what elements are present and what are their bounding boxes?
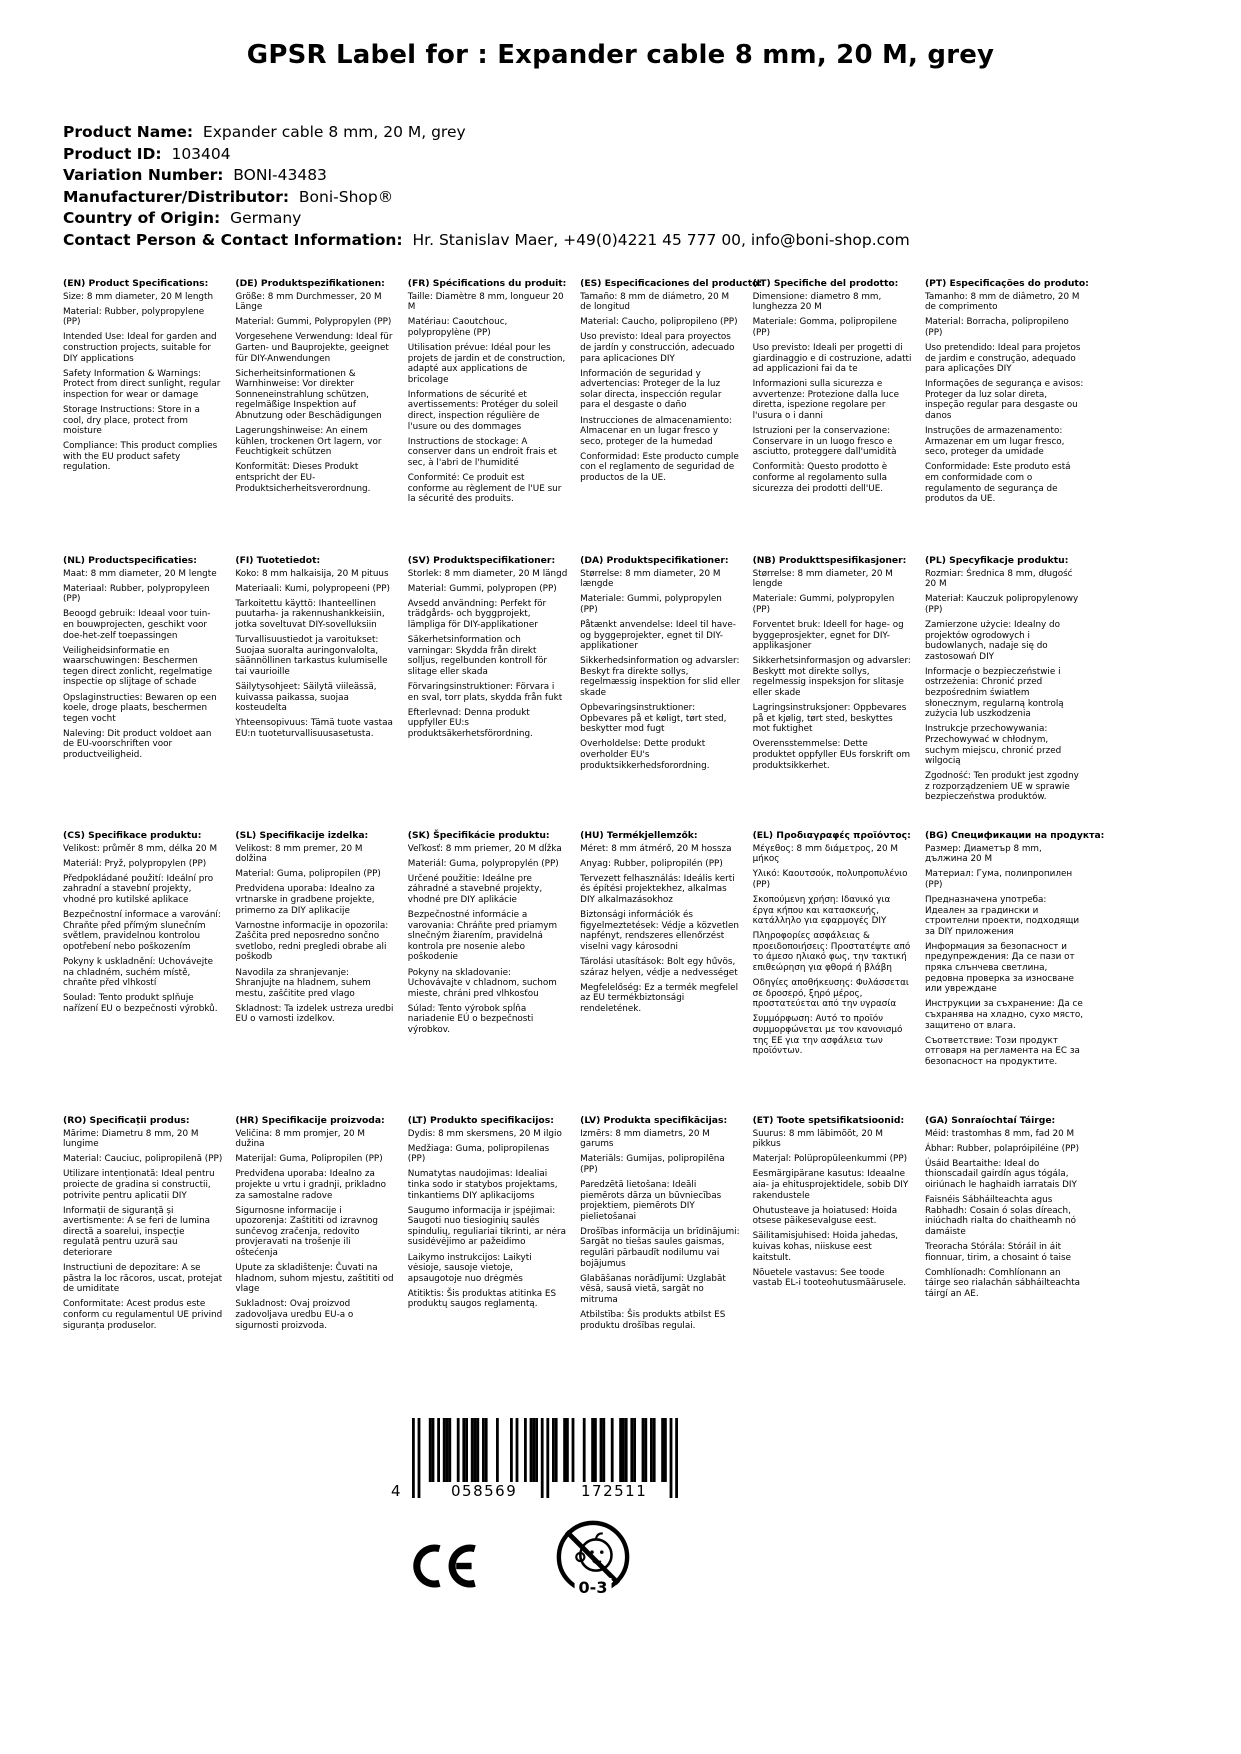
spec-item: Beoogd gebruik: Ideaal voor tuin- en bouwprojecten, geschikt voor doe-het-zelf toepassingen: [63, 609, 211, 641]
lang-block-bg: [924, 830, 1105, 1116]
spec-item: Materiale: Gummi, polypropylen (PP): [752, 594, 895, 615]
spec-item: Atbilstība: Šis produkts atbilst ES produktu drošības regulai.: [580, 1310, 726, 1331]
spec-item: Overensstemmelse: Dette produktet oppfyller EUs forskrift om produktsikkerhet.: [752, 739, 911, 771]
product-info-row: [63, 165, 1201, 187]
spec-item: Pokyny na skladovanie: Uchovávajte v chladnom, suchom mieste, chráni pred vlhkosťou: [407, 967, 557, 999]
spec-item: Material: Rubber, polypropylene (PP): [63, 306, 205, 328]
spec-item: Πληροφορίες ασφάλειας & προειδοποιήσεις: Προστατέψτε από το άμεσο ηλιακό φως, την τακτική επιθεώρηση για φθορά ή βλάβη: [752, 931, 911, 974]
info-value: Germany: [220, 209, 302, 227]
info-label: Manufacturer/Distributor:: [63, 187, 290, 206]
spec-item: Sikkerhetsinformasjon og advarsler: Beskytt mot direkte sollys, regelmessig inspeksjon for slitasje eller skade: [752, 656, 911, 699]
lang-block-nb: [753, 556, 913, 831]
lang-block-sk: [408, 831, 568, 1116]
spec-item: Material: Gummi, polypropen (PP): [407, 583, 557, 594]
lang-block-title: (FI) Tuotetiedot:: [235, 555, 321, 566]
lang-block-da: [580, 556, 740, 831]
spec-item: Sigurnosne informacije i upozorenja: Zaštititi od izravnog sunčevog zračenja, redovito provjeravati na trošenje ili oštećenja: [235, 1205, 378, 1259]
spec-item: Sikkerhedsinformation og advarsler: Beskyt fra direkte sollys, regelmæssig inspektion for slid eller skade: [580, 656, 741, 699]
spec-item: Säilitamisjuhised: Hoida jahedas, kuivas kohas, niiskuse eest kaitstult.: [752, 1231, 899, 1263]
barcode-digit-first: 4: [391, 1482, 401, 1500]
spec-item: Tarkoitettu käyttö: Ihanteellinen puutarha- ja rakennushankkeisiin, jotka soveltuvat DIY-sovelluksiin: [235, 598, 385, 630]
product-info: [63, 122, 1201, 251]
spec-item: Materiale: Gomma, polipropilene (PP): [752, 317, 897, 338]
spec-item: Matériau: Caoutchouc, polypropylène (PP): [407, 317, 508, 338]
lang-block-it: [753, 279, 913, 556]
spec-item: Tárolási utasítások: Bolt egy hűvös, száraz helyen, védje a nedvességet: [580, 956, 738, 978]
spec-item: Zgodność: Ten produkt jest zgodny z rozporządzeniem UE w sprawie bezpieczeństwa produktów.: [924, 771, 1079, 803]
lang-block-pt: [924, 278, 1089, 556]
product-info-row: [63, 230, 1201, 252]
spec-item: Lagringsinstruksjoner: Oppbevares på et kjølig, tørt sted, beskyttes mot fuktighet: [752, 703, 907, 735]
spec-item: Suurus: 8 mm läbimõõt, 20 M pikkus: [752, 1128, 883, 1150]
spec-item: Comhlíonadh: Comhlíonann an táirge seo rialachán sábháilteachta táirgí an AE.: [924, 1267, 1081, 1299]
spec-item: Materiaali: Kumi, polypropeeni (PP): [235, 583, 390, 594]
info-label: Product Name:: [63, 123, 194, 141]
spec-item: Materiál: Pryž, polypropylen (PP): [63, 858, 207, 869]
spec-item: Съответствие: Този продукт отговаря на регламента на ЕС за безопасност на продуктите.: [924, 1035, 1080, 1067]
spec-item: Размер: Диаметър 8 mm, дължина 20 M: [924, 843, 1042, 865]
spec-item: Material: Caucho, polipropileno (PP): [580, 317, 738, 328]
lang-block-fi: [235, 556, 395, 831]
spec-item: Súlad: Tento výrobok spĺňa nariadenie EÚ o bezpečnosti výrobkov.: [407, 1003, 534, 1035]
spec-item: Velikost: průměr 8 mm, délka 20 M: [63, 843, 218, 854]
info-value: BONI-43483: [223, 166, 327, 184]
spec-item: Conformità: Questo prodotto è conforme al regolamento sulla sicurezza dei prodotti dell'UE.: [752, 462, 888, 494]
spec-item: Overholdelse: Dette produkt overholder EU's produktsikkerhedsforordning.: [580, 739, 710, 771]
spec-item: Informations de sécurité et avertissements: Protéger du soleil direct, inspection régulière de l'usure ou des dommages: [407, 389, 559, 432]
spec-item: Mărime: Diametru 8 mm, 20 M lungime: [63, 1128, 199, 1150]
info-label: Variation Number:: [63, 166, 224, 184]
spec-item: Drošības informācija un brīdinājumi: Sargāt no tiešas saules gaismas, regulāri pārbaudīt nodilumu vai bojājumus: [580, 1226, 740, 1269]
spec-item: Maat: 8 mm diameter, 20 M lengte: [63, 568, 217, 579]
spec-item: Utilisation prévue: Idéal pour les projets de jardin et de construction, adapté aux applications de bricolage: [407, 342, 566, 385]
spec-item: Storlek: 8 mm diameter, 20 M längd: [407, 568, 568, 579]
spec-item: Materijal: Guma, Polipropilen (PP): [235, 1154, 383, 1165]
lang-block-title: (SL) Specifikacije izdelka:: [235, 830, 369, 841]
spec-item: Tamaño: 8 mm de diámetro, 20 M de longitud: [580, 291, 730, 313]
spec-item: Předpokládané použití: Ideální pro zahradní a stavební projekty, vhodné pro kutilské aplikace: [63, 873, 214, 905]
lang-block-nl: [63, 556, 223, 831]
spec-item: Οδηγίες αποθήκευσης: Φυλάσσεται σε δροσερό, ξηρό μέρος, προστατεύεται από την υγρασία: [752, 978, 909, 1010]
spec-item: Uso previsto: Ideali per progetti di giardinaggio e di costruzione, adatti ad applicazioni fai da te: [752, 342, 912, 375]
spec-item: Предназначена употреба: Идеален за градински и строителни проекти, подходящи за DIY приложения: [924, 894, 1080, 937]
spec-item: Påtænkt anvendelse: Ideel til have- og byggeprojekter, egnet til DIY-applikationer: [580, 619, 736, 652]
spec-item: Conformidade: Este produto está em conformidade com o regulamento de segurança de produtos da UE.: [924, 462, 1071, 505]
spec-item: Veličina: 8 mm promjer, 20 M dužina: [235, 1128, 365, 1150]
spec-item: Instruções de armazenamento: Armazenar em um lugar fresco, seco, proteger da umidade: [924, 426, 1065, 458]
page-title: GPSR Label for : Expander cable 8 mm, 20 M, grey: [246, 40, 995, 70]
lang-block-hr: [235, 1116, 395, 1336]
info-label: Product ID:: [63, 144, 162, 163]
lang-block-el: [753, 831, 913, 1116]
info-label: Country of Origin:: [63, 209, 221, 227]
spec-item: Tervezett felhasználás: Ideális kerti és építési projektekhez, alkalmas DIY alkalmazásokhoz: [580, 873, 735, 905]
ean-barcode: [388, 1418, 688, 1504]
lang-block-title: (LT) Produkto specifikacijos:: [407, 1115, 554, 1126]
spec-item: Veľkosť: 8 mm priemer, 20 M dĺžka: [407, 843, 562, 854]
spec-item: Ohutusteave ja hoiatused: Hoida otsese päikesevalguse eest.: [752, 1205, 898, 1227]
spec-item: Opbevaringsinstruktioner: Opbevares på et køligt, tørt sted, beskytter mod fugt: [580, 703, 727, 735]
spec-item: Instructiuni de depozitare: A se păstra la loc răcoros, uscat, protejat de umiditate: [63, 1263, 223, 1295]
spec-item: Efterlevnad: Denna produkt uppfyller EU:s produktsäkerhetsförordning.: [407, 707, 533, 739]
spec-item: Velikost: 8 mm premer, 20 M dolžina: [235, 843, 363, 865]
barcode-digits-right: 172511: [581, 1482, 648, 1500]
product-info-row: [63, 144, 1201, 166]
spec-item: Ábhar: Rubber, polapróipiléine (PP): [924, 1143, 1080, 1154]
ce-mark-icon: [410, 1533, 478, 1599]
spec-item: Faisnéis Sábháilteachta agus Rabhadh: Cosain ó solas díreach, iniúchadh rialta do chaitheamh nó damáiste: [924, 1195, 1077, 1237]
spec-item: Upute za skladištenje: Čuvati na hladnom, suhom mjestu, zaštititi od vlage: [235, 1263, 394, 1295]
spec-item: Nõuetele vastavus: See toode vastab EL-i tooteohutusmäärusele.: [752, 1267, 907, 1289]
spec-item: Instrukcje przechowywania: Przechowywać w chłodnym, suchym miejscu, chronić przed wilgocią: [924, 724, 1062, 767]
spec-item: Informações de segurança e avisos: Proteger da luz solar direta, inspeção regular para desgaste ou danos: [924, 379, 1084, 422]
spec-item: Izmērs: 8 mm diametrs, 20 M garums: [580, 1128, 710, 1150]
spec-item: Materiāls: Gumijas, polipropilēna (PP): [580, 1154, 725, 1175]
spec-item: Naleving: Dit product voldoet aan de EU-voorschriften voor productveiligheid.: [63, 728, 212, 760]
spec-item: Forventet bruk: Ideell for hage- og byggeprosjekter, egnet for DIY-applikasjoner: [752, 619, 904, 652]
spec-item: Paredzētā lietošana: Ideāli piemērots dārza un būvniecības projektiem, piemērots DIY pielietošanai: [580, 1179, 722, 1222]
spec-item: Eesmärgipärane kasutus: Ideaalne aia- ja ehitusprojektidele, sobib DIY rakendustele: [752, 1169, 909, 1201]
lang-block-lt: [408, 1116, 568, 1336]
lang-block-de: [235, 279, 395, 556]
lang-block-ro: [63, 1116, 223, 1336]
spec-item: Conformitate: Acest produs este conform cu regulamentul UE privind siguranța produselor.: [63, 1299, 223, 1331]
spec-item: Istruzioni per la conservazione: Conservare in un luogo fresco e asciutto, proteggere dall'umidità: [752, 426, 897, 458]
lang-block-title: (FR) Spécifications du produit:: [407, 278, 567, 289]
spec-item: Taille: Diamètre 8 mm, longueur 20 M: [407, 291, 564, 313]
spec-item: Bezpečnostné informácie a varovania: Chráňte pred priamym slnečným žiarením, pravidelná kontrola pre nosenie alebo poškodenie: [407, 910, 558, 963]
info-label: Contact Person & Contact Information:: [63, 230, 403, 249]
spec-item: Storage Instructions: Store in a cool, dry place, protect from moisture: [63, 404, 200, 437]
lang-block-fr: [408, 279, 568, 556]
spec-item: Navodila za shranjevanje: Shranjujte na hladnem, suhem mestu, zaščitite pred vlago: [235, 967, 371, 999]
lang-block-cs: [63, 831, 223, 1116]
spec-item: Säilytysohjeet: Säilytä viileässä, kuivassa paikassa, suojaa kosteudelta: [235, 681, 377, 714]
lang-block-title: (NB) Produkttspesifikasjoner:: [752, 555, 907, 566]
spec-item: Größe: 8 mm Durchmesser, 20 M Länge: [235, 291, 382, 313]
lang-block-title: (IT) Specifiche del prodotto:: [752, 278, 899, 289]
spec-item: Konformität: Dieses Produkt entspricht der EU-Produktsicherheitsverordnung.: [235, 462, 371, 494]
spec-item: Material: Cauciuc, polipropilenă (PP): [63, 1154, 223, 1165]
spec-item: Atitiktis: Šis produktas atitinka ES produktų saugos reglamentą.: [407, 1288, 557, 1310]
spec-item: Dydis: 8 mm skersmens, 20 M ilgio: [407, 1128, 562, 1139]
spec-item: Materjal: Polüpropüleenkummi (PP): [752, 1154, 908, 1165]
spec-item: Treoracha Stórála: Stóráil in áit fionnuar, tirim, a chosaint ó taise: [924, 1241, 1071, 1263]
barcode-digits-left: 058569: [451, 1482, 518, 1500]
lang-block-title: (HU) Termékjellemzők:: [580, 830, 698, 841]
spec-item: Инструкции за съхранение: Да се съхранява на хладно, сухо място, защитено от влага.: [924, 999, 1084, 1031]
lang-block-title: (EN) Product Specifications:: [63, 278, 209, 289]
spec-item: Tamanho: 8 mm de diâmetro, 20 M de comprimento: [924, 291, 1080, 313]
spec-item: Varnostne informacije in opozorila: Zaščita pred neposredno sončno svetlobo, redni pregledi obrabe ali poškodb: [235, 920, 389, 963]
spec-item: Информация за безопасност и предупреждения: Да се пази от пряка слънчева светлина, редовна проверка за износване или увреждане: [924, 941, 1075, 995]
spec-item: Informazioni sulla sicurezza e avvertenze: Protezione dalla luce diretta, ispezione regolare per l'usura o i danni: [752, 379, 899, 422]
lang-block-title: (DA) Produktspecifikationer:: [580, 555, 729, 566]
info-value: Boni-Shop®: [289, 187, 394, 206]
spec-item: Uso previsto: Ideal para proyectos de jardín y construcción, adecuado para aplicaciones DIY: [580, 332, 735, 364]
lang-block-es: [580, 278, 763, 556]
lang-block-lv: [580, 1116, 740, 1336]
spec-item: Sicherheitsinformationen & Warnhinweise: Vor direkter Sonneneinstrahlung schützen, regelmäßige Inspektion auf Abnutzung oder Beschädigungen: [235, 368, 382, 422]
spec-item: Materiál: Guma, polypropylén (PP): [407, 858, 559, 869]
spec-item: Anyag: Rubber, polipropilén (PP): [580, 858, 723, 869]
spec-item: Materiale: Gummi, polypropylen (PP): [580, 594, 722, 615]
spec-item: Compliance: This product complies with the EU product safety regulation.: [63, 441, 218, 473]
spec-item: Dimensione: diametro 8 mm, lunghezza 20 M: [752, 291, 882, 313]
lang-block-title: (CS) Specifikace produktu:: [63, 830, 202, 841]
spec-item: Størrelse: 8 mm diameter, 20 M længde: [580, 568, 721, 590]
spec-item: Avsedd användning: Perfekt för trädgårds- och byggprojekt, lämpliga för DIY-applikationer: [407, 598, 547, 630]
spec-item: Intended Use: Ideal for garden and construction projects, suitable for DIY applications: [63, 332, 217, 364]
lang-block-title: (LV) Produkta specifikācijas:: [580, 1115, 728, 1126]
spec-item: Utilizare intenționată: Ideal pentru proiecte de gradina si constructii, potrivite pentru aplicatii DIY: [63, 1169, 215, 1201]
spec-item: Méret: 8 mm átmérő, 20 M hossza: [580, 843, 732, 854]
spec-item: Biztonsági információk és figyelmeztetések: Védje a közvetlen napfényt, rendszeres ellenőrzést viselni vagy károsodni: [580, 910, 739, 952]
info-value: Expander cable 8 mm, 20 M, grey: [193, 123, 466, 141]
spec-item: Μέγεθος: 8 mm διάμετρος, 20 M μήκος: [752, 843, 898, 865]
lang-block-title: (PL) Specyfikacje produktu:: [924, 555, 1069, 566]
spec-item: Instructions de stockage: A conserver dans un endroit frais et sec, à l'abri de l'humidité: [407, 436, 557, 468]
spec-item: Zamierzone użycie: Idealny do projektów ogrodowych i budowlanych, nadaje się do zastosowań DIY: [924, 619, 1061, 662]
lang-block-title: (ET) Toote spetsifikatsioonid:: [752, 1115, 905, 1126]
lang-block-et: [753, 1116, 913, 1336]
product-info-row: [63, 122, 1201, 144]
spec-item: Informacje o bezpieczeństwie i ostrzeżenia: Chronić przed bezpośrednim światłem słonecznym, regularną kontrolą zużycia lub uszkodzenia: [924, 666, 1064, 720]
lang-block-title: (SK) Špecifikácie produktu:: [407, 830, 550, 841]
age-warning-label: 0-3: [575, 1578, 612, 1597]
spec-item: Predviđena uporaba: Idealno za projekte u vrtu i gradnji, prikladno za samostalne radove: [235, 1169, 386, 1201]
spec-item: Soulad: Tento produkt splňuje nařízení EU o bezpečnosti výrobků.: [63, 993, 218, 1014]
product-info-row: [63, 208, 1201, 230]
lang-block-title: (SV) Produktspecifikationer:: [407, 555, 556, 566]
spec-item: Medžiaga: Guma, polipropilenas (PP): [407, 1143, 550, 1165]
spec-item: Yhteensopivuus: Tämä tuote vastaa EU:n tuoteturvallisuusasetusta.: [235, 718, 393, 739]
spec-item: Safety Information & Warnings: Protect from direct sunlight, regular inspection for wear or damage: [63, 368, 221, 400]
spec-item: Lagerungshinweise: An einem kühlen, trockenen Ort lagern, vor Feuchtigkeit schützen: [235, 426, 382, 458]
lang-block-title: (NL) Productspecificaties:: [63, 555, 197, 566]
spec-item: Instrucciones de almacenamiento: Almacenar en un lugar fresco y seco, proteger de la humedad: [580, 415, 733, 447]
spec-item: Material: Guma, polipropilen (PP): [235, 869, 381, 880]
spec-item: Συμμόρφωση: Αυτό το προϊόν συμμορφώνεται με τον κανονισμό της ΕΕ για την ασφάλεια των προϊόντων.: [752, 1014, 903, 1057]
spec-item: Predvidena uporaba: Idealno za vrtnarske in gradbene projekte, primerno za DIY aplikacije: [235, 884, 375, 916]
spec-item: Koko: 8 mm halkaisija, 20 M pituus: [235, 568, 389, 579]
lang-block-title: (RO) Specificații produs:: [63, 1115, 190, 1126]
spec-item: Säkerhetsinformation och varningar: Skydda från direkt solljus, regelbunden kontroll för slitage eller skada: [407, 635, 547, 677]
spec-item: Megfelelőség: Ez a termék megfelel az EU termékbiztonsági rendeletének.: [580, 982, 739, 1014]
spec-item: Numatytas naudojimas: Idealiai tinka sodo ir statybos projektams, tinkantiems DIY aplikacijoms: [407, 1169, 558, 1201]
spec-item: Skladnost: Ta izdelek ustreza uredbi EU o varnosti izdelkov.: [235, 1003, 394, 1025]
lang-block-pl: [925, 556, 1085, 831]
spec-item: Glabāšanas norādījumi: Uzglabāt vēsā, sausā vietā, sargāt no mitruma: [580, 1273, 726, 1305]
spec-item: Conformidad: Este producto cumple con el reglamento de seguridad de productos de la UE.: [580, 451, 739, 483]
spec-item: Informații de siguranță și avertismente: A se feri de lumina directă a soarelui, inspecție regulată pentru uzură sau deteriorare: [63, 1205, 211, 1259]
spec-item: Conformité: Ce produit est conforme au règlement de l'UE sur la sécurité des produits.: [407, 473, 562, 505]
spec-item: Bezpečnostní informace a varování: Chraňte před přímým slunečním světlem, pravidelnou kontrolou opotřebení nebo poškozením: [63, 910, 221, 952]
spec-item: Υλικό: Καουτσούκ, πολυπροπυλένιο (PP): [752, 869, 908, 890]
spec-item: Sukladnost: Ovaj proizvod zadovoljava uredbu EU-a o sigurnosti proizvoda.: [235, 1299, 354, 1331]
spec-item: Opslaginstructies: Bewaren op een koele, droge plaats, beschermen tegen vocht: [63, 692, 217, 724]
lang-block-title: (DE) Produktspezifikationen:: [235, 278, 385, 289]
language-grid: [63, 278, 1105, 1336]
lang-block-title: (PT) Especificações do produto:: [924, 278, 1089, 289]
spec-item: Úsáid Beartaithe: Ideal do thionscadail gairdín agus tógála, oiriúnach le haghaidh iarratais DIY: [924, 1158, 1077, 1190]
spec-item: Turvallisuustiedot ja varoitukset: Suojaa suoralta auringonvalolta, säännöllinen tarkastus kulumiselle tai vaurioille: [235, 635, 388, 677]
lang-block-en: [63, 279, 223, 556]
spec-item: Información de seguridad y advertencias: Proteger de la luz solar directa, inspección regular para el desgaste o daño: [580, 368, 722, 411]
spec-item: Σκοπούμενη χρήση: Ιδανικό για έργα κήπου και κατασκευής, κατάλληλο για εφαρμογές DIY: [752, 894, 891, 927]
lang-block-title: (BG) Спецификации на продукта:: [924, 830, 1105, 841]
age-warning-0-3-icon: [554, 1518, 632, 1620]
spec-item: Pokyny k uskladnění: Uchovávejte na chladném, suchém místě, chraňte před vlhkostí: [63, 956, 214, 989]
spec-item: Uso pretendido: Ideal para projetos de jardim e construção, adequado para aplicações DIY: [924, 342, 1081, 375]
spec-item: Förvaringsinstruktioner: Förvara i en sval, torr plats, skydda från fukt: [407, 681, 563, 703]
info-value: 103404: [161, 144, 231, 163]
spec-item: Material: Gummi, Polypropylen (PP): [235, 317, 392, 328]
spec-item: Materiaal: Rubber, polypropyleen (PP): [63, 583, 210, 605]
product-info-row: [63, 187, 1201, 209]
lang-block-title: (ES) Especificaciones del producto:: [580, 278, 763, 289]
spec-item: Saugumo informacija ir įspėjimai: Saugoti nuo tiesioginių saulės spindulių, reguliariai tikrinti, ar nėra susidėvėjimo ar pažeidimo: [407, 1205, 567, 1248]
spec-item: Size: 8 mm diameter, 20 M length: [63, 291, 214, 302]
spec-item: Vorgesehene Verwendung: Ideal für Garten- und Bauprojekte, geeignet für DIY-Anwendungen: [235, 332, 393, 364]
spec-item: Laikymo instrukcijos: Laikyti vėsioje, sausoje vietoje, apsaugotoje nuo drėgmės: [407, 1252, 532, 1284]
lang-block-ga: [925, 1116, 1085, 1336]
spec-item: Méid: trastomhas 8 mm, fad 20 M: [924, 1128, 1075, 1139]
lang-block-sv: [408, 556, 568, 831]
lang-block-sl: [235, 831, 395, 1116]
lang-block-title: (EL) Προδιαγραφές προϊόντος:: [752, 830, 911, 841]
spec-item: Určené použitie: Ideálne pre záhradné a stavebné projekty, vhodné pre DIY aplikácie: [407, 873, 543, 905]
lang-block-title: (HR) Specifikacije proizvoda:: [235, 1115, 385, 1126]
spec-item: Материал: Гума, полипропилен (PP): [924, 869, 1073, 890]
spec-item: Størrelse: 8 mm diameter, 20 M lengde: [752, 568, 893, 590]
spec-item: Rozmiar: Średnica 8 mm, długość 20 M: [924, 568, 1073, 590]
lang-block-title: (GA) Sonraíochtaí Táirge:: [924, 1115, 1056, 1126]
spec-item: Veiligheidsinformatie en waarschuwingen: Beschermen tegen direct zonlicht, regelmatige inspectie op slijtage of schade: [63, 645, 213, 688]
spec-item: Material: Borracha, polipropileno (PP): [924, 317, 1069, 338]
spec-item: Materiał: Kauczuk polipropylenowy (PP): [924, 594, 1079, 615]
lang-block-hu: [580, 831, 740, 1116]
info-value: Hr. Stanislav Maer, +49(0)4221 45 777 00, info@boni-shop.com: [402, 230, 910, 249]
